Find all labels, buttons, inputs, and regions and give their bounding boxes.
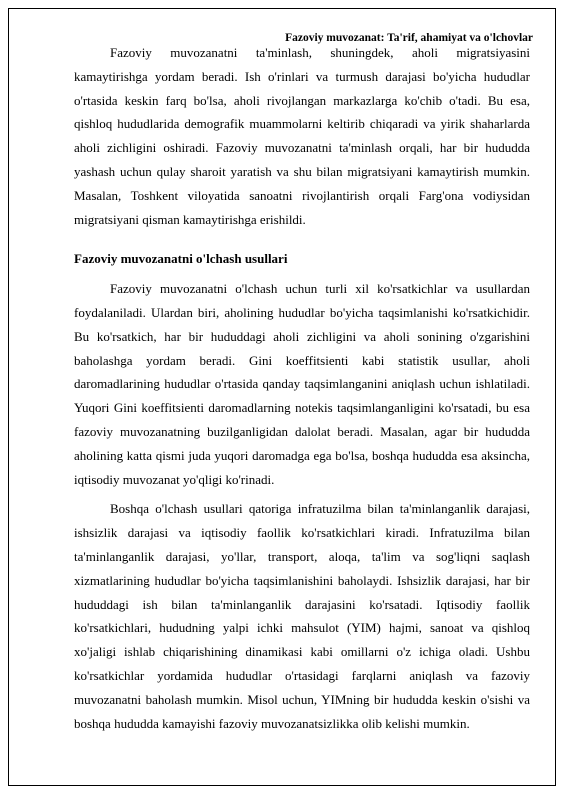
paragraph-other-methods: Boshqa o'lchash usullari qatoriga infratuzilma bilan ta'minlanganlik darajasi, ishsizlik darajasi va iqtisodiy faollik ko'rsatkichlari kiradi. Infratuzilma bilan ta'minlanganlik darajasi, yo'llar, transport, aloqa, ta'lim va sog'liqni saqlash xizmatlarining hududlar bo'yicha taqsimlanishini baholaydi. Ishsizlik darajasi, har bir hududdagi ish bilan ta'minlanganlik darajasini ko'rsatadi. Iqtisodiy faollik ko'rsatkichlari, hududning yalpi ichki mahsulot (YIM) hajmi, sanoat va qishloq xo'jaligi ishlab chiqarishining dinamikasi kabi omillarni o'z ichiga oladi. Ushbu ko'rsatkichlar yordamida hududlar o'rtasidagi farqlarni aniqlash va fazoviy muvozanatni baholash mumkin. Misol uchun, YIMning bir hududda keskin o'sishi va boshqa hududda kamayishi fazoviy muvozanatsizlikka olib kelishi mumkin.: [74, 501, 530, 731]
paragraph-migration: Fazoviy muvozanatni ta'minlash, shuningdek, aholi migratsiyasini kamaytirishga yordam beradi. Ish o'rinlari va turmush darajasi bo'yicha hududlar o'rtasida keskin farq bo'lsa, aholi rivojlangan markazlarga ko'chib o'tadi. Bu esa, qishloq hududlarida demografik muammolarni keltirib chiqaradi va yirik shaharlarda aholi zichligini oshiradi. Fazoviy muvozanatni ta'minlash orqali, har bir hududda yashash uchun qulay sharoit yaratish va shu bilan migratsiyani kamaytirish mumkin. Masalan, Toshkent viloyatida sanoatni rivojlantirish orqali Farg'ona vodiysidan migratsiyani qisman kamaytirishga erishildi.: [74, 45, 530, 227]
paragraph-measurement: Fazoviy muvozanatni o'lchash uchun turli xil ko'rsatkichlar va usullardan foydalaniladi. Ulardan biri, aholining hududlar bo'yicha taqsimlanishi ko'rsatkichidir. Bu ko'rsatkich, har bir hududdagi aholi zichligini va aholi sonining o'zgarishini baholashga yordam beradi. Gini koeffitsienti kabi statistik usullar, aholi daromadlarining hududlar o'rtasida qanday taqsimlanganini aniqlash uchun ishlatiladi. Yuqori Gini koeffitsienti daromadlarning notekis taqsimlanganligini ko'rsatadi, bu esa fazoviy muvozanatning buzilganligidan dalolat beradi. Masalan, agar bir hududda aholining katta qismi juda yuqori daromadga ega bo'lsa, boshqa hududda esa aksincha, iqtisodiy muvozanat yo'qligi ko'rinadi.: [74, 281, 530, 487]
section-heading: Fazoviy muvozanatni o'lchash usullari: [74, 251, 288, 267]
running-header: Fazoviy muvozanat: Ta'rif, ahamiyat va o'lchovlar: [285, 32, 533, 44]
document-body: [74, 41, 530, 735]
